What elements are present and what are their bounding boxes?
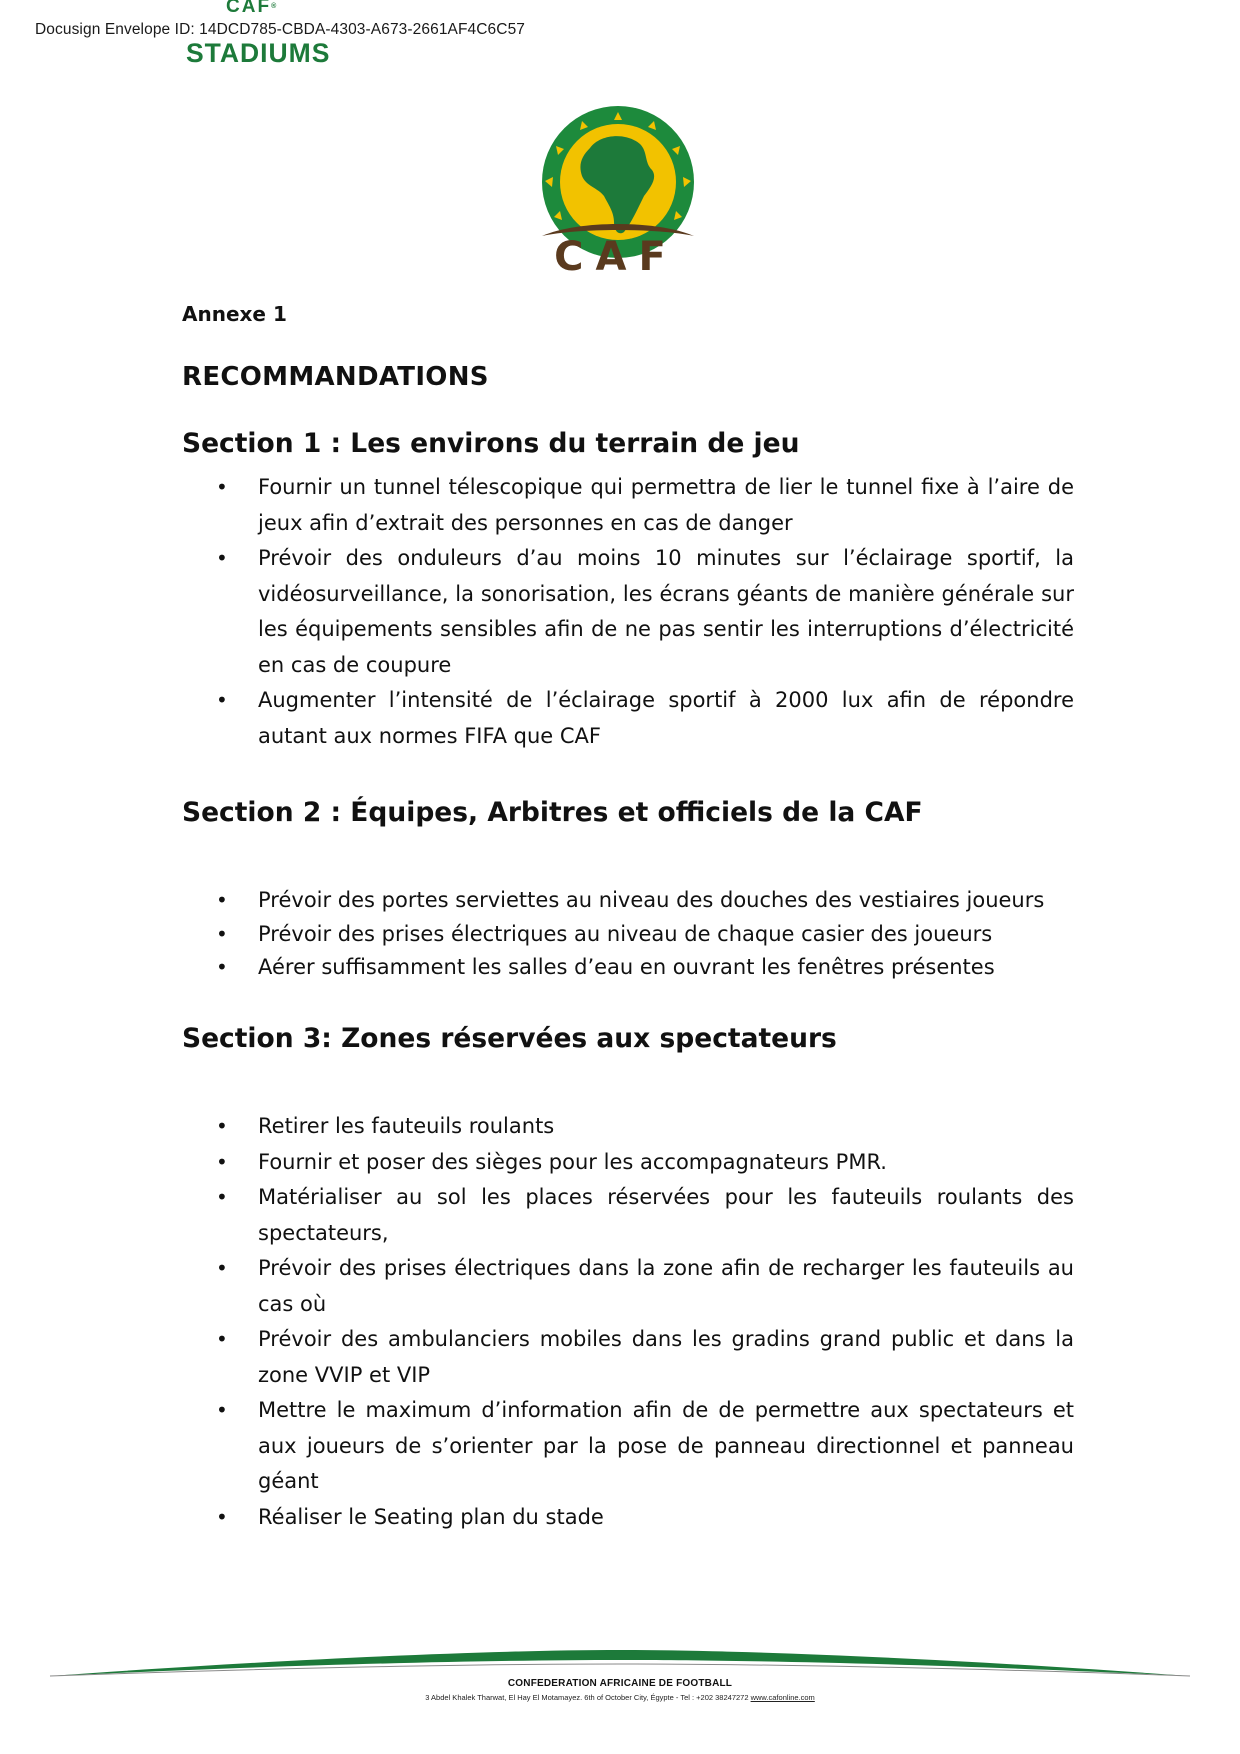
list-item: • Fournir et poser des sièges pour les accompagnateurs PMR. — [222, 1145, 1074, 1181]
page-footer — [0, 1640, 1240, 1754]
caf-stadiums-brand — [186, 0, 356, 70]
list-item: • Prévoir des onduleurs d’au moins 10 minutes sur l’éclairage sportif, la vidéosurveillance, la sonorisation, les écrans géants de manière générale sur les équipements sensibles afin de ne pas sentir les interruptions d’électricité en cas de coupure — [222, 541, 1074, 683]
footer-organization: CONFEDERATION AFRICAINE DE FOOTBALL — [507, 1678, 733, 1689]
section-2-title: Section 2 : Équipes, Arbitres et officiels de la CAF — [182, 797, 923, 828]
list-item: • Matérialiser au sol les places réservées pour les fauteuils roulants des spectateurs, — [222, 1180, 1074, 1251]
section-3-title: Section 3: Zones réservées aux spectateurs — [182, 1023, 837, 1054]
list-item: • Fournir un tunnel télescopique qui permettra de lier le tunnel fixe à l’aire de jeux afin d’extrait des personnes en cas de danger — [222, 470, 1074, 541]
section-1-list — [222, 470, 1074, 754]
footer-address: 3 Abdel Khalek Tharwat, El Hay El Motamayez. 6th of October City, Égypte - Tel : +202 38247272 www.cafonline.com — [425, 1693, 815, 1702]
footer-swoosh — [0, 1640, 1240, 1680]
list-item: • Augmenter l’intensité de l’éclairage sportif à 2000 lux afin de répondre autant aux normes FIFA que CAF — [222, 683, 1074, 754]
stadiums-logo-text: STADIUMS — [186, 38, 331, 68]
list-item: • Aérer suffisamment les salles d’eau en ouvrant les fenêtres présentes — [222, 951, 1074, 985]
list-item: • Prévoir des ambulanciers mobiles dans les gradins grand public et dans la zone VVIP et VIP — [222, 1322, 1074, 1393]
section-1-title: Section 1 : Les environs du terrain de jeu — [182, 428, 800, 459]
list-item: • Prévoir des prises électriques dans la zone afin de recharger les fauteuils au cas où — [222, 1251, 1074, 1322]
document-title: RECOMMANDATIONS — [182, 362, 489, 392]
list-item: • Prévoir des portes serviettes au niveau des douches des vestiaires joueurs — [222, 884, 1074, 918]
list-item: • Réaliser le Seating plan du stade — [222, 1500, 1074, 1536]
footer-website-link[interactable]: www.cafonline.com — [750, 1693, 815, 1702]
caf-logo — [528, 104, 708, 276]
section-2-list — [222, 884, 1074, 985]
docusign-envelope-id: Docusign Envelope ID: 14DCD785-CBDA-4303-A673-2661AF4C6C57 — [35, 21, 526, 38]
logo-caf-text: CAF — [554, 234, 678, 276]
section-3-list — [222, 1109, 1074, 1535]
list-item: • Retirer les fauteuils roulants — [222, 1109, 1074, 1145]
caf-small-logo-text: CAF® — [226, 0, 279, 17]
list-item: • Prévoir des prises électriques au niveau de chaque casier des joueurs — [222, 918, 1074, 952]
list-item: • Mettre le maximum d’information afin de de permettre aux spectateurs et aux joueurs de s’orienter par la pose de panneau directionnel et panneau géant — [222, 1393, 1074, 1500]
annex-label: Annexe 1 — [182, 302, 287, 326]
